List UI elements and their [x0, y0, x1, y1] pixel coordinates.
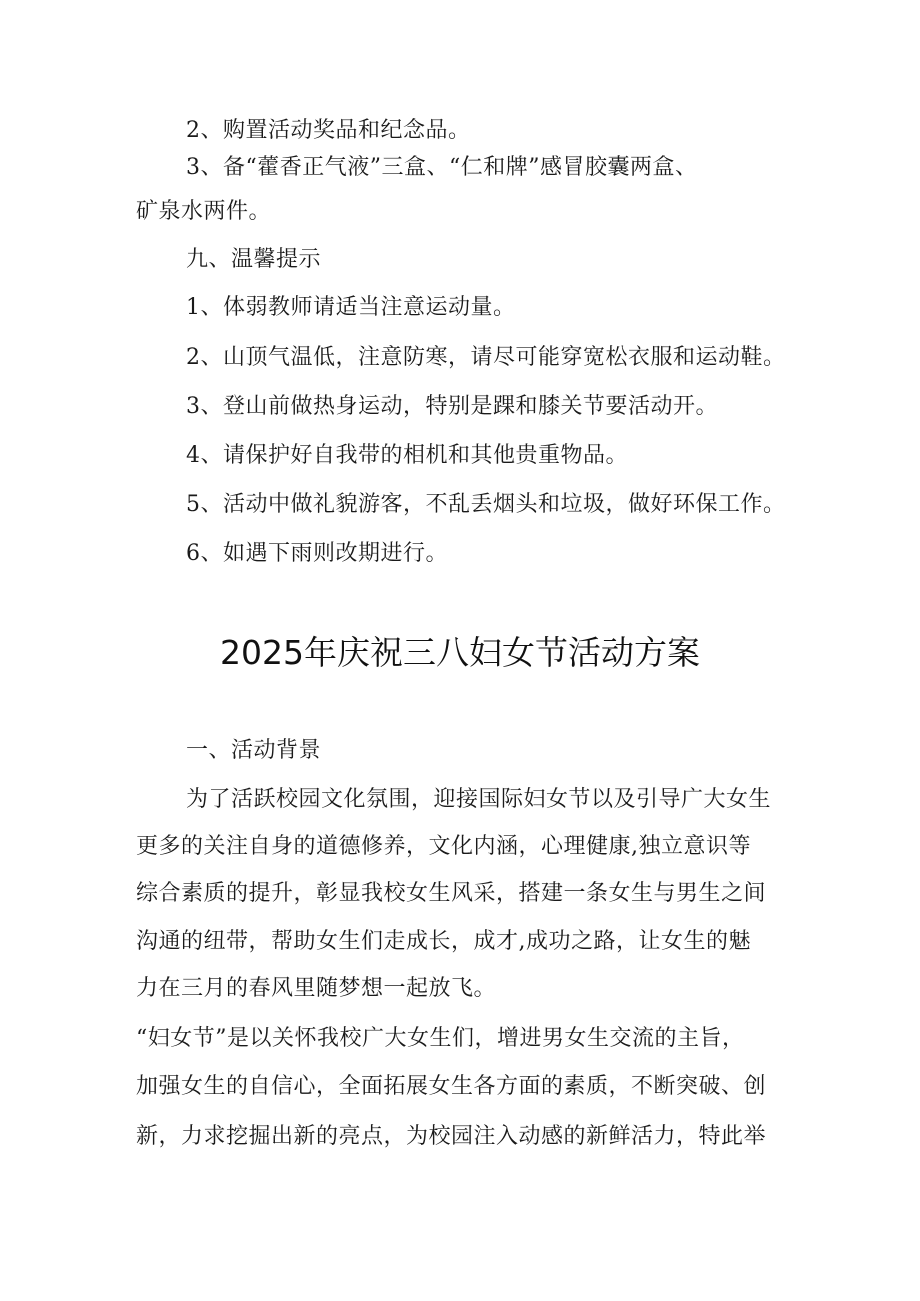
- tips-heading: 九、温馨提示: [186, 247, 322, 272]
- plan-title: 2025年庆祝三八妇女节活动方案: [220, 633, 700, 672]
- tips-item-3: 3、登山前做热身运动，特别是踝和膝关节要活动开。: [186, 394, 718, 419]
- para-2-line-1: “妇女节”是以关怀我校广大女生们，增进男女生交流的主旨，: [136, 1026, 745, 1051]
- supplies-item-2: 2、购置活动奖品和纪念品。: [186, 118, 471, 143]
- tips-item-4: 4、请保护好自我带的相机和其他贵重物品。: [186, 443, 628, 468]
- para-1-line-2: 更多的关注自身的道德修养，文化内涵，心理健康,独立意识等: [136, 834, 751, 859]
- para-2-line-3: 新，力求挖掘出新的亮点，为校园注入动感的新鲜活力，特此举: [136, 1124, 767, 1149]
- supplies-item-3-line2: 矿泉水两件。: [136, 199, 272, 224]
- para-1-line-1: 为了活跃校园文化氛围，迎接国际妇女节以及引导广大女生: [186, 787, 772, 812]
- tips-item-1: 1、体弱教师请适当注意运动量。: [186, 295, 516, 320]
- tips-item-6: 6、如遇下雨则改期进行。: [186, 541, 448, 566]
- para-2-line-2: 加强女生的自信心，全面拓展女生各方面的素质，不断突破、创: [136, 1074, 767, 1099]
- tips-item-2: 2、山顶气温低，注意防寒，请尽可能穿宽松衣服和运动鞋。: [186, 345, 786, 370]
- para-1-line-3: 综合素质的提升，彰显我校女生风采，搭建一条女生与男生之间: [136, 881, 767, 906]
- para-1-line-4: 沟通的纽带，帮助女生们走成长，成才,成功之路，让女生的魅: [136, 929, 751, 954]
- supplies-item-3-line1: 3、备“藿香正气液”三盒、“仁和牌”感冒胶囊两盒、: [186, 155, 698, 180]
- tips-item-5: 5、活动中做礼貌游客，不乱丢烟头和垃圾，做好环保工作。: [186, 492, 786, 517]
- section-1-heading: 一、活动背景: [186, 738, 322, 763]
- para-1-line-5: 力在三月的春风里随梦想一起放飞。: [136, 976, 497, 1001]
